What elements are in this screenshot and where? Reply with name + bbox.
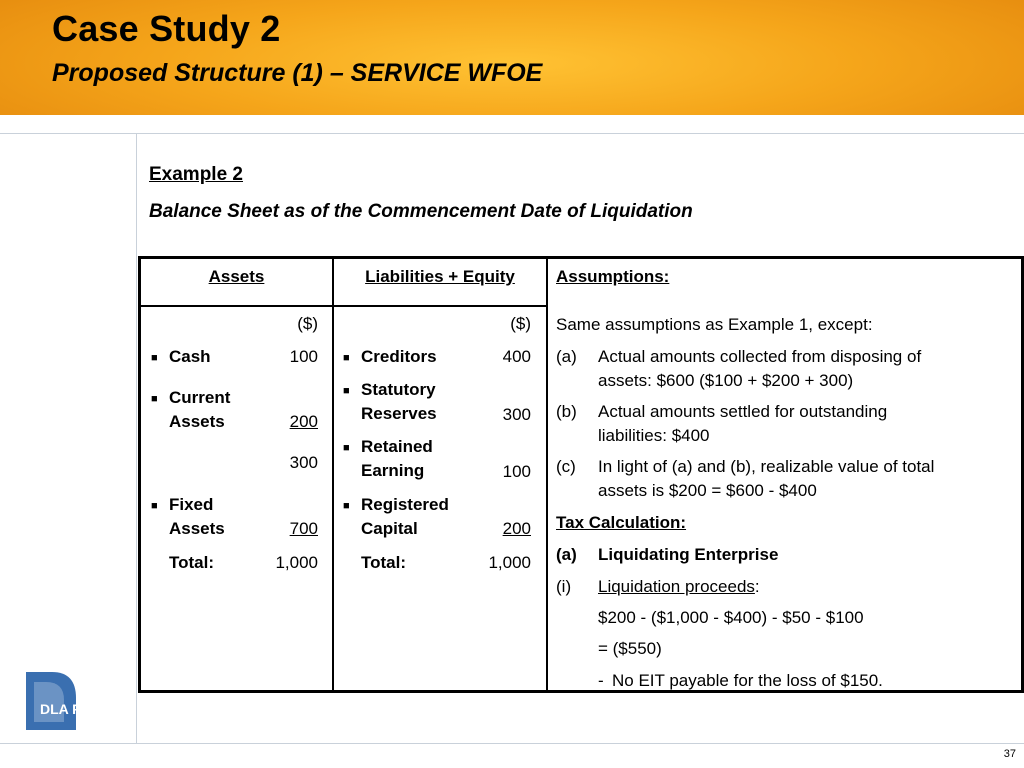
example-heading: Example 2	[149, 164, 243, 185]
liabilities-currency: ($)	[510, 314, 531, 333]
bullet-icon: ■	[151, 352, 158, 364]
assets-subtotal: 300	[289, 453, 318, 472]
fixed-assets-label-2: Assets	[169, 519, 225, 538]
tax-a-marker: (a)	[556, 545, 577, 564]
tax-calculation-heading: Tax Calculation:	[556, 513, 687, 532]
current-assets-value: 200	[289, 412, 318, 431]
logo-text: DLA PIPER	[40, 701, 115, 717]
cash-label: Cash	[169, 347, 211, 366]
column-divider	[546, 259, 548, 690]
slide-title: Case Study 2	[52, 8, 281, 49]
title-banner	[0, 0, 1024, 115]
retained-earning-value: 100	[502, 462, 531, 481]
creditors-label: Creditors	[361, 347, 437, 366]
liabilities-total-label: Total:	[361, 553, 407, 572]
statutory-reserves-value: 300	[502, 405, 531, 424]
liabilities-header: Liabilities + Equity	[365, 267, 515, 286]
tax-a-label: Liquidating Enterprise	[598, 545, 779, 564]
current-assets-label-2: Assets	[169, 412, 225, 431]
calculation-line: $200 - ($1,000 - $400) - $50 - $100	[598, 608, 864, 627]
assets-header: Assets	[208, 267, 265, 286]
registered-capital-label-1: Registered	[361, 495, 449, 514]
tax-i-marker: (i)	[556, 577, 572, 596]
creditors-value: 400	[502, 347, 531, 366]
bullet-icon: ■	[343, 352, 350, 364]
fixed-assets-label-1: Fixed	[169, 495, 214, 514]
assumptions-header: Assumptions:	[556, 267, 670, 286]
assumption-a-line-1: Actual amounts collected from disposing of	[598, 347, 922, 366]
liquidation-proceeds-colon: :	[754, 577, 760, 596]
retained-earning-label-2: Earning	[361, 461, 425, 480]
assumption-a-line-2: assets: $600 ($100 + $200 + 300)	[598, 371, 854, 390]
bullet-icon: ■	[151, 500, 158, 512]
header-row-divider	[141, 305, 547, 307]
bullet-icon: ■	[343, 385, 350, 397]
assumptions-intro: Same assumptions as Example 1, except:	[556, 315, 873, 334]
table-caption: Balance Sheet as of the Commencement Date of Liquidation	[149, 201, 693, 222]
note-dash: -	[598, 671, 604, 690]
left-divider	[136, 133, 137, 743]
page-number: 37	[1003, 748, 1016, 760]
balance-sheet-table	[138, 256, 1024, 693]
statutory-reserves-label-1: Statutory	[361, 380, 436, 399]
retained-earning-label-1: Retained	[361, 437, 433, 456]
cash-value: 100	[289, 347, 318, 366]
assumption-b-line-2: liabilities: $400	[598, 426, 710, 445]
assets-total-label: Total:	[169, 553, 215, 572]
current-assets-label-1: Current	[169, 388, 231, 407]
assets-currency: ($)	[297, 314, 318, 333]
assumption-c-line-1: In light of (a) and (b), realizable value of total	[598, 457, 935, 476]
bottom-divider	[0, 743, 1024, 744]
registered-capital-label-2: Capital	[361, 519, 418, 538]
slide-subtitle: Proposed Structure (1) – SERVICE WFOE	[52, 59, 543, 87]
assets-total-value: 1,000	[275, 553, 318, 572]
liquidation-proceeds-label: Liquidation proceeds	[598, 577, 755, 596]
registered-capital-value: 200	[502, 519, 531, 538]
assumption-a-marker: (a)	[556, 347, 577, 366]
dla-piper-logo-mark	[22, 668, 120, 738]
assumption-b-line-1: Actual amounts settled for outstanding	[598, 402, 888, 421]
bullet-icon: ■	[151, 393, 158, 405]
column-divider	[332, 259, 334, 690]
dla-piper-logo	[22, 668, 120, 738]
tax-i-line	[598, 575, 760, 599]
assumption-c-line-2: assets is $200 = $600 - $400	[598, 481, 817, 500]
statutory-reserves-label-2: Reserves	[361, 404, 437, 423]
liabilities-total-value: 1,000	[488, 553, 531, 572]
bullet-icon: ■	[343, 500, 350, 512]
assumption-c-marker: (c)	[556, 457, 576, 476]
calculation-result: = ($550)	[598, 639, 662, 658]
fixed-assets-value: 700	[289, 519, 318, 538]
eit-note: No EIT payable for the loss of $150.	[612, 671, 883, 690]
bullet-icon: ■	[343, 442, 350, 454]
top-divider	[0, 133, 1024, 134]
assumption-b-marker: (b)	[556, 402, 577, 421]
